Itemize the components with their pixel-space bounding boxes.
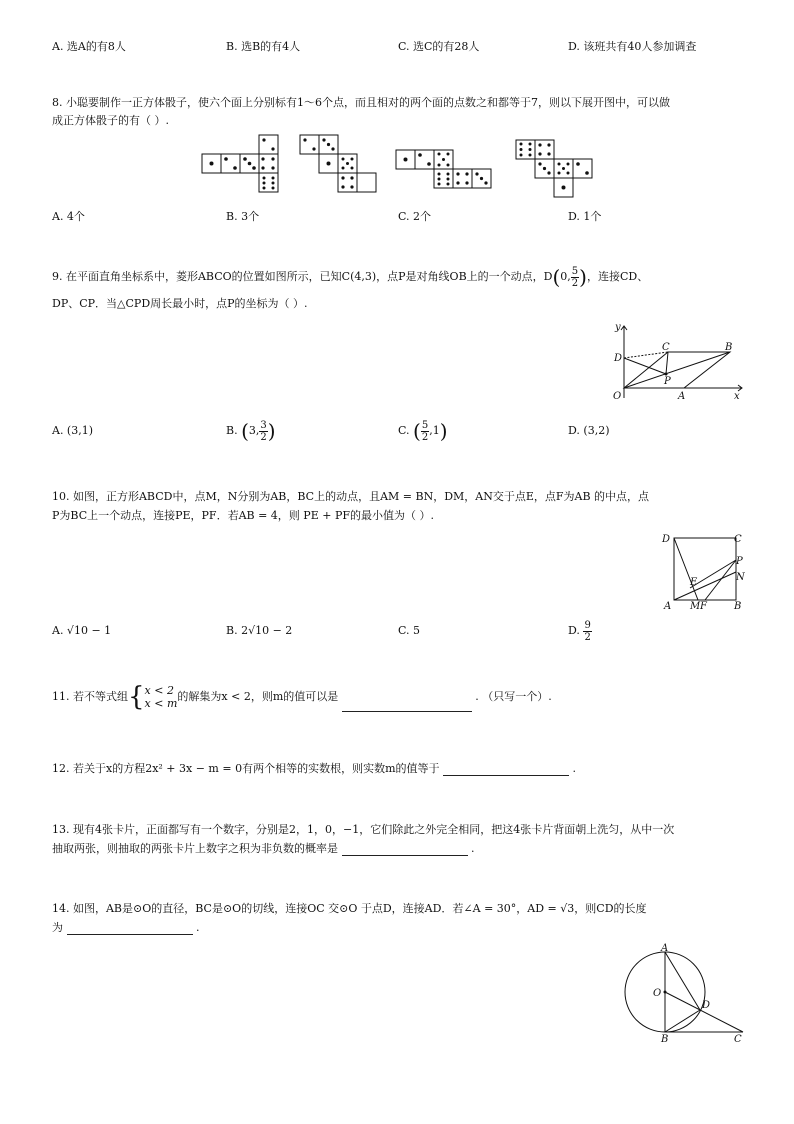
q10-option-a: A. √10 − 1	[52, 624, 112, 637]
q11-mid: 的解集为x < 2，则m的值可以是	[177, 690, 339, 703]
q11-prefix: 11. 若不等式组	[52, 690, 128, 703]
q9-option-c-den: 2	[421, 431, 429, 443]
q10-option-d-den: 2	[584, 631, 591, 643]
q8-option-c: C. 2个	[398, 210, 432, 223]
q13-stem-line1: 13. 现有4张卡片，正面都写有一个数字，分别是2，1，0，−1，它们除此之外完全相同，把这4张卡片背面朝上洗匀，从中一次	[52, 823, 675, 836]
q12-suffix: .	[572, 762, 576, 775]
q13-suffix: .	[471, 842, 475, 855]
q11-row2: x < m	[144, 697, 178, 710]
q10-fig-label-a: A	[664, 601, 672, 612]
q8-dice-nets-figure	[200, 134, 500, 198]
q9-option-c-num: 5	[421, 419, 429, 431]
q7-option-b: B. 选B的有4人	[226, 40, 301, 53]
q12-stem	[52, 762, 576, 776]
q9-option-b-label: B.	[226, 424, 238, 437]
q10-fig-label-n: N	[736, 572, 745, 583]
q12-answer-blank[interactable]	[443, 763, 569, 776]
q9-option-a: A. (3,1)	[52, 424, 94, 437]
q14-fig-label-b: B	[661, 1034, 669, 1045]
q11-row1: x < 2	[144, 684, 174, 697]
q8-stem-line1: 8. 小聪要制作一正方体骰子，使六个面上分别标有1～6个点，而且相对的两个面的点数之和都等于7，则以下展开图中，可以做	[52, 96, 670, 109]
q10-option-b: B. 2√10 − 2	[226, 624, 293, 637]
q10-fig-label-f: F	[700, 601, 707, 612]
q11-inequality-system	[145, 684, 178, 710]
q9-d-frac-den: 2	[571, 277, 579, 289]
q9-stem-line2: DP、CP．当△CPD周长最小时，点P的坐标为（ ）.	[52, 297, 308, 310]
q9-option-b: B. (3, $\frac{3}{2}$ )	[226, 419, 276, 443]
q14-suffix: .	[196, 921, 200, 934]
q10-stem-line1: 10. 如图，正方形ABCD中，点M，N分别为AB，BC上的动点，且AM = BN，DM，AN交于点E，点F为AB 的中点，点	[52, 490, 650, 503]
q8-dice-net-4-figure	[514, 138, 594, 202]
q9-fig-label-o: O	[613, 391, 622, 402]
q11-suffix: . （只写一个）.	[475, 690, 552, 703]
q9-option-c-label: C.	[398, 424, 410, 437]
q11-answer-blank[interactable]	[342, 699, 472, 712]
q14-stem-line1: 14. 如图，AB是⊙O的直径，BC是⊙O的切线，连接OC 交⊙O 于点D，连接AD．若∠A = 30°，AD = √3，则CD的长度	[52, 902, 647, 915]
q13-answer-blank[interactable]	[342, 843, 468, 856]
q10-option-c: C. 5	[398, 624, 421, 637]
q8-option-d: D. 1个	[568, 210, 602, 223]
q8-option-b: B. 3个	[226, 210, 260, 223]
q9-stem-line1-end: ，连接CD、	[586, 270, 649, 283]
q10-option-d-frac	[583, 620, 591, 643]
q7-option-d: D. 该班共有40人参加调查	[568, 40, 697, 53]
q9-option-b-den: 2	[260, 431, 267, 443]
q9-d-coord-x: 0,	[560, 270, 571, 283]
q14-line2-text: 为	[52, 921, 63, 934]
q9-option-b-first: 3,	[248, 424, 260, 437]
q9-option-d: D. (3,2)	[568, 424, 610, 437]
q13-line2-text: 抽取两张，则抽取的两张卡片上数字之积为非负数的概率是	[52, 842, 338, 855]
q9-fig-label-d: D	[614, 353, 623, 364]
q9-d-frac-num: 5	[571, 265, 579, 277]
q11-stem: 11. 若不等式组{ x < 2 x < m 的解集为x < 2，则m的值可以是 . （只写一个）.	[52, 682, 552, 712]
q9-fig-label-x: x	[734, 391, 740, 402]
q9-stem-line1-text: 9. 在平面直角坐标系中，菱形ABCO的位置如图所示，已知C(4,3)，点P是对角线OB上的一个动点，D	[52, 270, 553, 283]
q8-stem-line2: 成正方体骰子的有（ ）.	[52, 114, 169, 127]
q10-fig-label-e: E	[690, 577, 698, 588]
q9-option-c-last: ,1	[429, 424, 440, 437]
q9-fig-label-a: A	[678, 391, 686, 402]
q10-option-d-num: 9	[584, 619, 591, 631]
q9-d-coord-frac	[571, 266, 579, 289]
q14-fig-label-a: A	[661, 943, 669, 954]
q14-stem-line2	[52, 921, 200, 935]
q9-stem-line1: 9. 在平面直角坐标系中，菱形ABCO的位置如图所示，已知C(4,3)，点P是对角线OB上的一个动点，D(0, $\frac{5}{2}$ )，连接CD、	[52, 265, 649, 289]
q9-rhombus-figure	[608, 322, 748, 404]
q14-answer-blank[interactable]	[67, 922, 193, 935]
q10-fig-label-c: C	[734, 534, 742, 545]
q10-fig-label-m: M	[690, 601, 701, 612]
q8-option-a: A. 4个	[52, 210, 85, 223]
q9-option-b-frac	[259, 420, 267, 443]
q9-fig-label-y: y	[615, 322, 621, 333]
q14-circle-figure	[618, 944, 748, 1044]
q14-fig-label-c: C	[734, 1034, 742, 1045]
q9-fig-label-p: P	[664, 376, 671, 387]
q9-option-c-frac	[421, 420, 429, 443]
q9-option-b-num: 3	[260, 419, 267, 431]
q10-fig-label-b: B	[734, 601, 742, 612]
q14-fig-label-d: D	[702, 1000, 711, 1011]
q10-option-d	[568, 618, 592, 644]
q14-fig-label-o: O	[653, 988, 662, 999]
q10-square-figure	[660, 530, 745, 612]
q10-fig-label-d: D	[662, 534, 671, 545]
q12-text: 12. 若关于x的方程2x² + 3x − m = 0有两个相等的实数根，则实数m的值等于	[52, 762, 440, 775]
q10-option-d-label: D.	[568, 624, 580, 637]
q13-stem-line2	[52, 842, 475, 856]
q7-option-a: A. 选A的有8人	[52, 40, 126, 53]
q10-fig-label-p: P	[736, 556, 743, 567]
q9-option-c: C. ( $\frac{5}{2}$ ,1)	[398, 419, 448, 443]
q9-fig-label-b: B	[725, 342, 733, 353]
q9-fig-label-c: C	[662, 342, 670, 353]
q7-option-c: C. 选C的有28人	[398, 40, 480, 53]
q10-stem-line2: P为BC上一个动点，连接PE，PF．若AB = 4，则 PE + PF的最小值为（ ）.	[52, 509, 434, 522]
